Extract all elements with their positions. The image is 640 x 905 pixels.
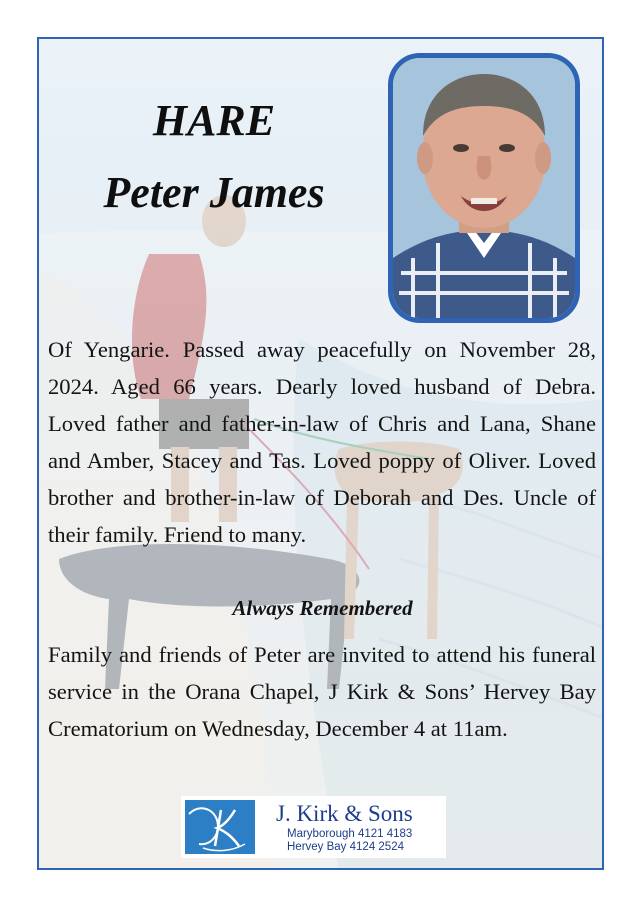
death-notice [37,37,604,870]
funeral-director-name: J. Kirk & Sons [276,801,413,826]
portrait-photo [388,53,580,323]
funeral-director-logo [181,796,446,858]
maryborough-phone: Maryborough 4121 4183 [287,828,413,840]
deceased-given-names: Peter James [103,168,325,217]
kirk-monogram-logo [185,800,255,854]
tribute-line: Always Remembered [232,596,413,620]
notice-body: Of Yengarie. Passed away peacefully on November 28, 2024. Aged 66 years. Dearly loved husband of Debra. Loved father and father-in-law of Chris and Lana, Shane and Amber, Stacey and Tas. Loved poppy of Oliver. Loved brother and brother-in-law of Deborah and Des. Uncle of their family. Friend to many. [48,337,596,547]
deceased-surname: HARE [152,96,276,145]
hervey-bay-phone: Hervey Bay 4124 2524 [287,841,404,853]
funeral-service-details: Family and friends of Peter are invited to attend his funeral service in the Orana Chapel, J Kirk & Sons’ Hervey Bay Crematorium on Wednesday, December 4 at 11am. [48,642,596,741]
